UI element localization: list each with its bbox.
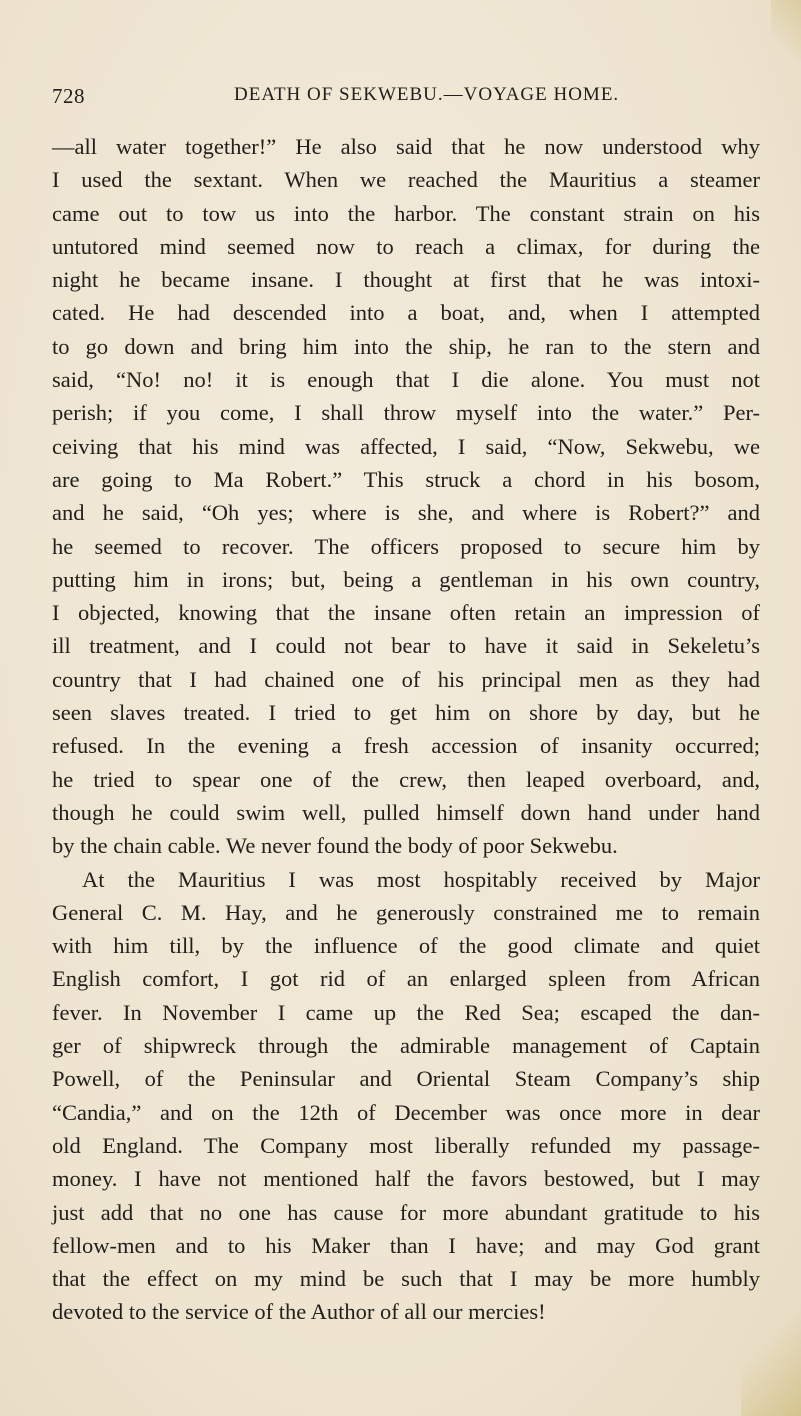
body-text — [52, 130, 760, 1329]
text-line: perish; if you come, I shall throw myself into the water.” Per- — [52, 400, 760, 426]
text-line: by the chain cable. We never found the body of poor Sekwebu. — [52, 833, 618, 859]
text-line: putting him in irons; but, being a gentleman in his own country, — [52, 566, 760, 592]
text-line: fellow-men and to his Maker than I have; and may God grant — [52, 1232, 760, 1258]
text-line: cated. He had descended into a boat, and, when I attempted — [52, 300, 760, 326]
text-line: are going to Ma Robert.” This struck a chord in his bosom, — [52, 466, 760, 492]
text-line: to go down and bring him into the ship, he ran to the stern and — [52, 333, 760, 359]
text-line: he tried to spear one of the crew, then leaped overboard, and, — [52, 766, 760, 792]
text-line: he seemed to recover. The officers proposed to secure him by — [52, 533, 760, 559]
text-line: “Candia,” and on the 12th of December was once more in dear — [52, 1099, 760, 1125]
text-line: said, “No! no! it is enough that I die alone. You must not — [52, 367, 760, 393]
page-number: 728 — [52, 84, 85, 108]
text-line: with him till, by the influence of the good climate and quiet — [52, 933, 760, 959]
text-line: I used the sextant. When we reached the Mauritius a steamer — [52, 167, 760, 193]
text-line: and he said, “Oh yes; where is she, and where is Robert?” and — [52, 500, 760, 526]
running-head: DEATH OF SEKWEBU.—VOYAGE HOME. — [234, 84, 620, 105]
text-line: money. I have not mentioned half the favors bestowed, but I may — [52, 1166, 760, 1192]
text-line: untutored mind seemed now to reach a climax, for during the — [52, 233, 760, 259]
text-line: just add that no one has cause for more abundant gratitude to his — [52, 1199, 760, 1225]
text-line: General C. M. Hay, and he generously constrained me to remain — [52, 899, 760, 925]
text-line: ger of shipwreck through the admirable management of Captain — [52, 1033, 760, 1059]
text-line: that the effect on my mind be such that I may be more humbly — [52, 1266, 760, 1292]
text-line: At the Mauritius I was most hospitably received by Major — [82, 866, 760, 892]
text-line: old England. The Company most liberally refunded my passage- — [52, 1132, 760, 1158]
text-line: Powell, of the Peninsular and Oriental Steam Company’s ship — [52, 1066, 760, 1092]
text-line: fever. In November I came up the Red Sea; escaped the dan- — [52, 999, 760, 1025]
text-line: night he became insane. I thought at first that he was intoxi- — [52, 267, 760, 293]
page-stain-top — [771, 0, 801, 60]
text-line: —all water together!” He also said that he now understood why — [52, 134, 760, 159]
text-line: refused. In the evening a fresh accession of insanity occurred; — [52, 733, 760, 759]
page-stain-bottom — [741, 1296, 801, 1416]
text-line: English comfort, I got rid of an enlarged spleen from African — [52, 966, 760, 992]
text-line: ill treatment, and I could not bear to have it said in Sekeletu’s — [52, 633, 760, 659]
text-line: I objected, knowing that the insane often retain an impression of — [52, 600, 760, 626]
text-line: devoted to the service of the Author of all our mercies! — [52, 1299, 546, 1325]
text-line: country that I had chained one of his principal men as they had — [52, 666, 760, 692]
text-line: though he could swim well, pulled himself down hand under hand — [52, 799, 760, 825]
text-line: seen slaves treated. I tried to get him on shore by day, but he — [52, 700, 760, 726]
page-header — [52, 84, 758, 116]
text-line: ceiving that his mind was affected, I said, “Now, Sekwebu, we — [52, 433, 760, 459]
text-line: came out to tow us into the harbor. The constant strain on his — [52, 200, 760, 226]
